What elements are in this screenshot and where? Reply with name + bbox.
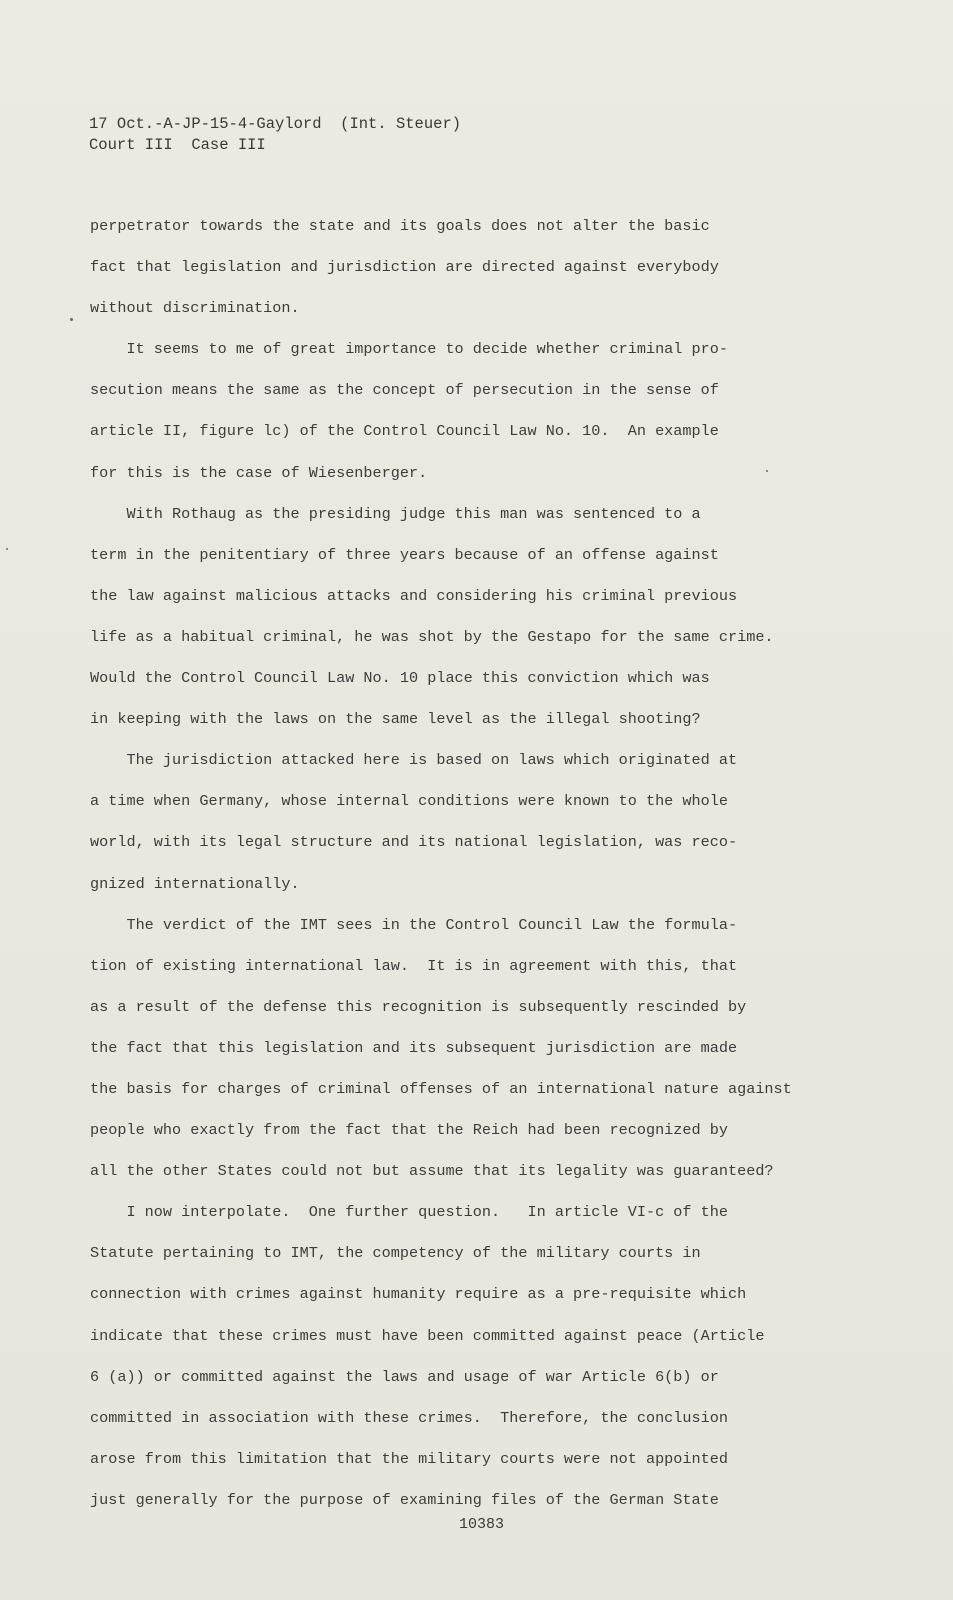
- text-line: the law against malicious attacks and considering his criminal previous: [90, 586, 738, 605]
- paper-speck: [766, 470, 768, 472]
- transcript-body: [90, 206, 850, 1521]
- text-line: the basis for charges of criminal offenses of an international nature against: [90, 1079, 792, 1098]
- text-line: article II, figure lc) of the Control Council Law No. 10. An example: [90, 422, 719, 441]
- text-line: perpetrator towards the state and its goals does not alter the basic: [90, 217, 710, 235]
- document-header: [89, 114, 461, 156]
- text-line: in keeping with the laws on the same level as the illegal shooting?: [90, 710, 701, 729]
- text-line: secution means the same as the concept of persecution in the sense of: [90, 381, 719, 400]
- text-line: as a result of the defense this recognition is subsequently rescinded by: [90, 997, 747, 1016]
- text-line: The jurisdiction attacked here is based on laws which originated at: [90, 751, 738, 770]
- text-line: committed in association with these crimes. Therefore, the conclusion: [90, 1408, 728, 1427]
- text-line: without discrimination.: [90, 299, 300, 318]
- text-line: a time when Germany, whose internal conditions were known to the whole: [90, 792, 728, 811]
- text-line: all the other States could not but assume that its legality was guaranteed?: [90, 1162, 774, 1181]
- text-line: people who exactly from the fact that the Reich had been recognized by: [90, 1121, 728, 1140]
- text-line: the fact that this legislation and its subsequent jurisdiction are made: [90, 1038, 738, 1057]
- paper-speck: [70, 318, 73, 321]
- text-line: 6 (a)) or committed against the laws and usage of war Article 6(b) or: [90, 1367, 719, 1386]
- text-line: just generally for the purpose of examining files of the German State: [90, 1490, 719, 1509]
- text-line: It seems to me of great importance to decide whether criminal pro-: [90, 340, 728, 359]
- text-line: life as a habitual criminal, he was shot by the Gestapo for the same crime.: [90, 627, 774, 646]
- text-line: world, with its legal structure and its national legislation, was reco-: [90, 833, 738, 852]
- text-line: I now interpolate. One further question. In article VI-c of the: [90, 1203, 728, 1222]
- text-line: gnized internationally.: [90, 874, 300, 893]
- text-line: The verdict of the IMT sees in the Control Council Law the formula-: [90, 915, 738, 934]
- page-number: 10383: [458, 1516, 504, 1533]
- header-session-line: 17 Oct.-A-JP-15-4-Gaylord (Int. Steuer): [89, 115, 462, 133]
- paper-speck: [6, 548, 8, 550]
- text-line: for this is the case of Wiesenberger.: [90, 463, 428, 482]
- text-line: arose from this limitation that the military courts were not appointed: [90, 1449, 728, 1468]
- text-line: fact that legislation and jurisdiction are directed against everybody: [90, 258, 719, 277]
- header-court-line: Court III Case III: [89, 136, 266, 154]
- text-line: term in the penitentiary of three years because of an offense against: [90, 545, 719, 564]
- text-line: Would the Control Council Law No. 10 place this conviction which was: [90, 669, 710, 688]
- text-line: indicate that these crimes must have been committed against peace (Article: [90, 1326, 765, 1345]
- text-line: Statute pertaining to IMT, the competency of the military courts in: [90, 1244, 701, 1263]
- text-line: tion of existing international law. It is in agreement with this, that: [90, 956, 738, 975]
- text-line: connection with crimes against humanity require as a pre-requisite which: [90, 1285, 747, 1304]
- text-line: With Rothaug as the presiding judge this man was sentenced to a: [90, 504, 701, 523]
